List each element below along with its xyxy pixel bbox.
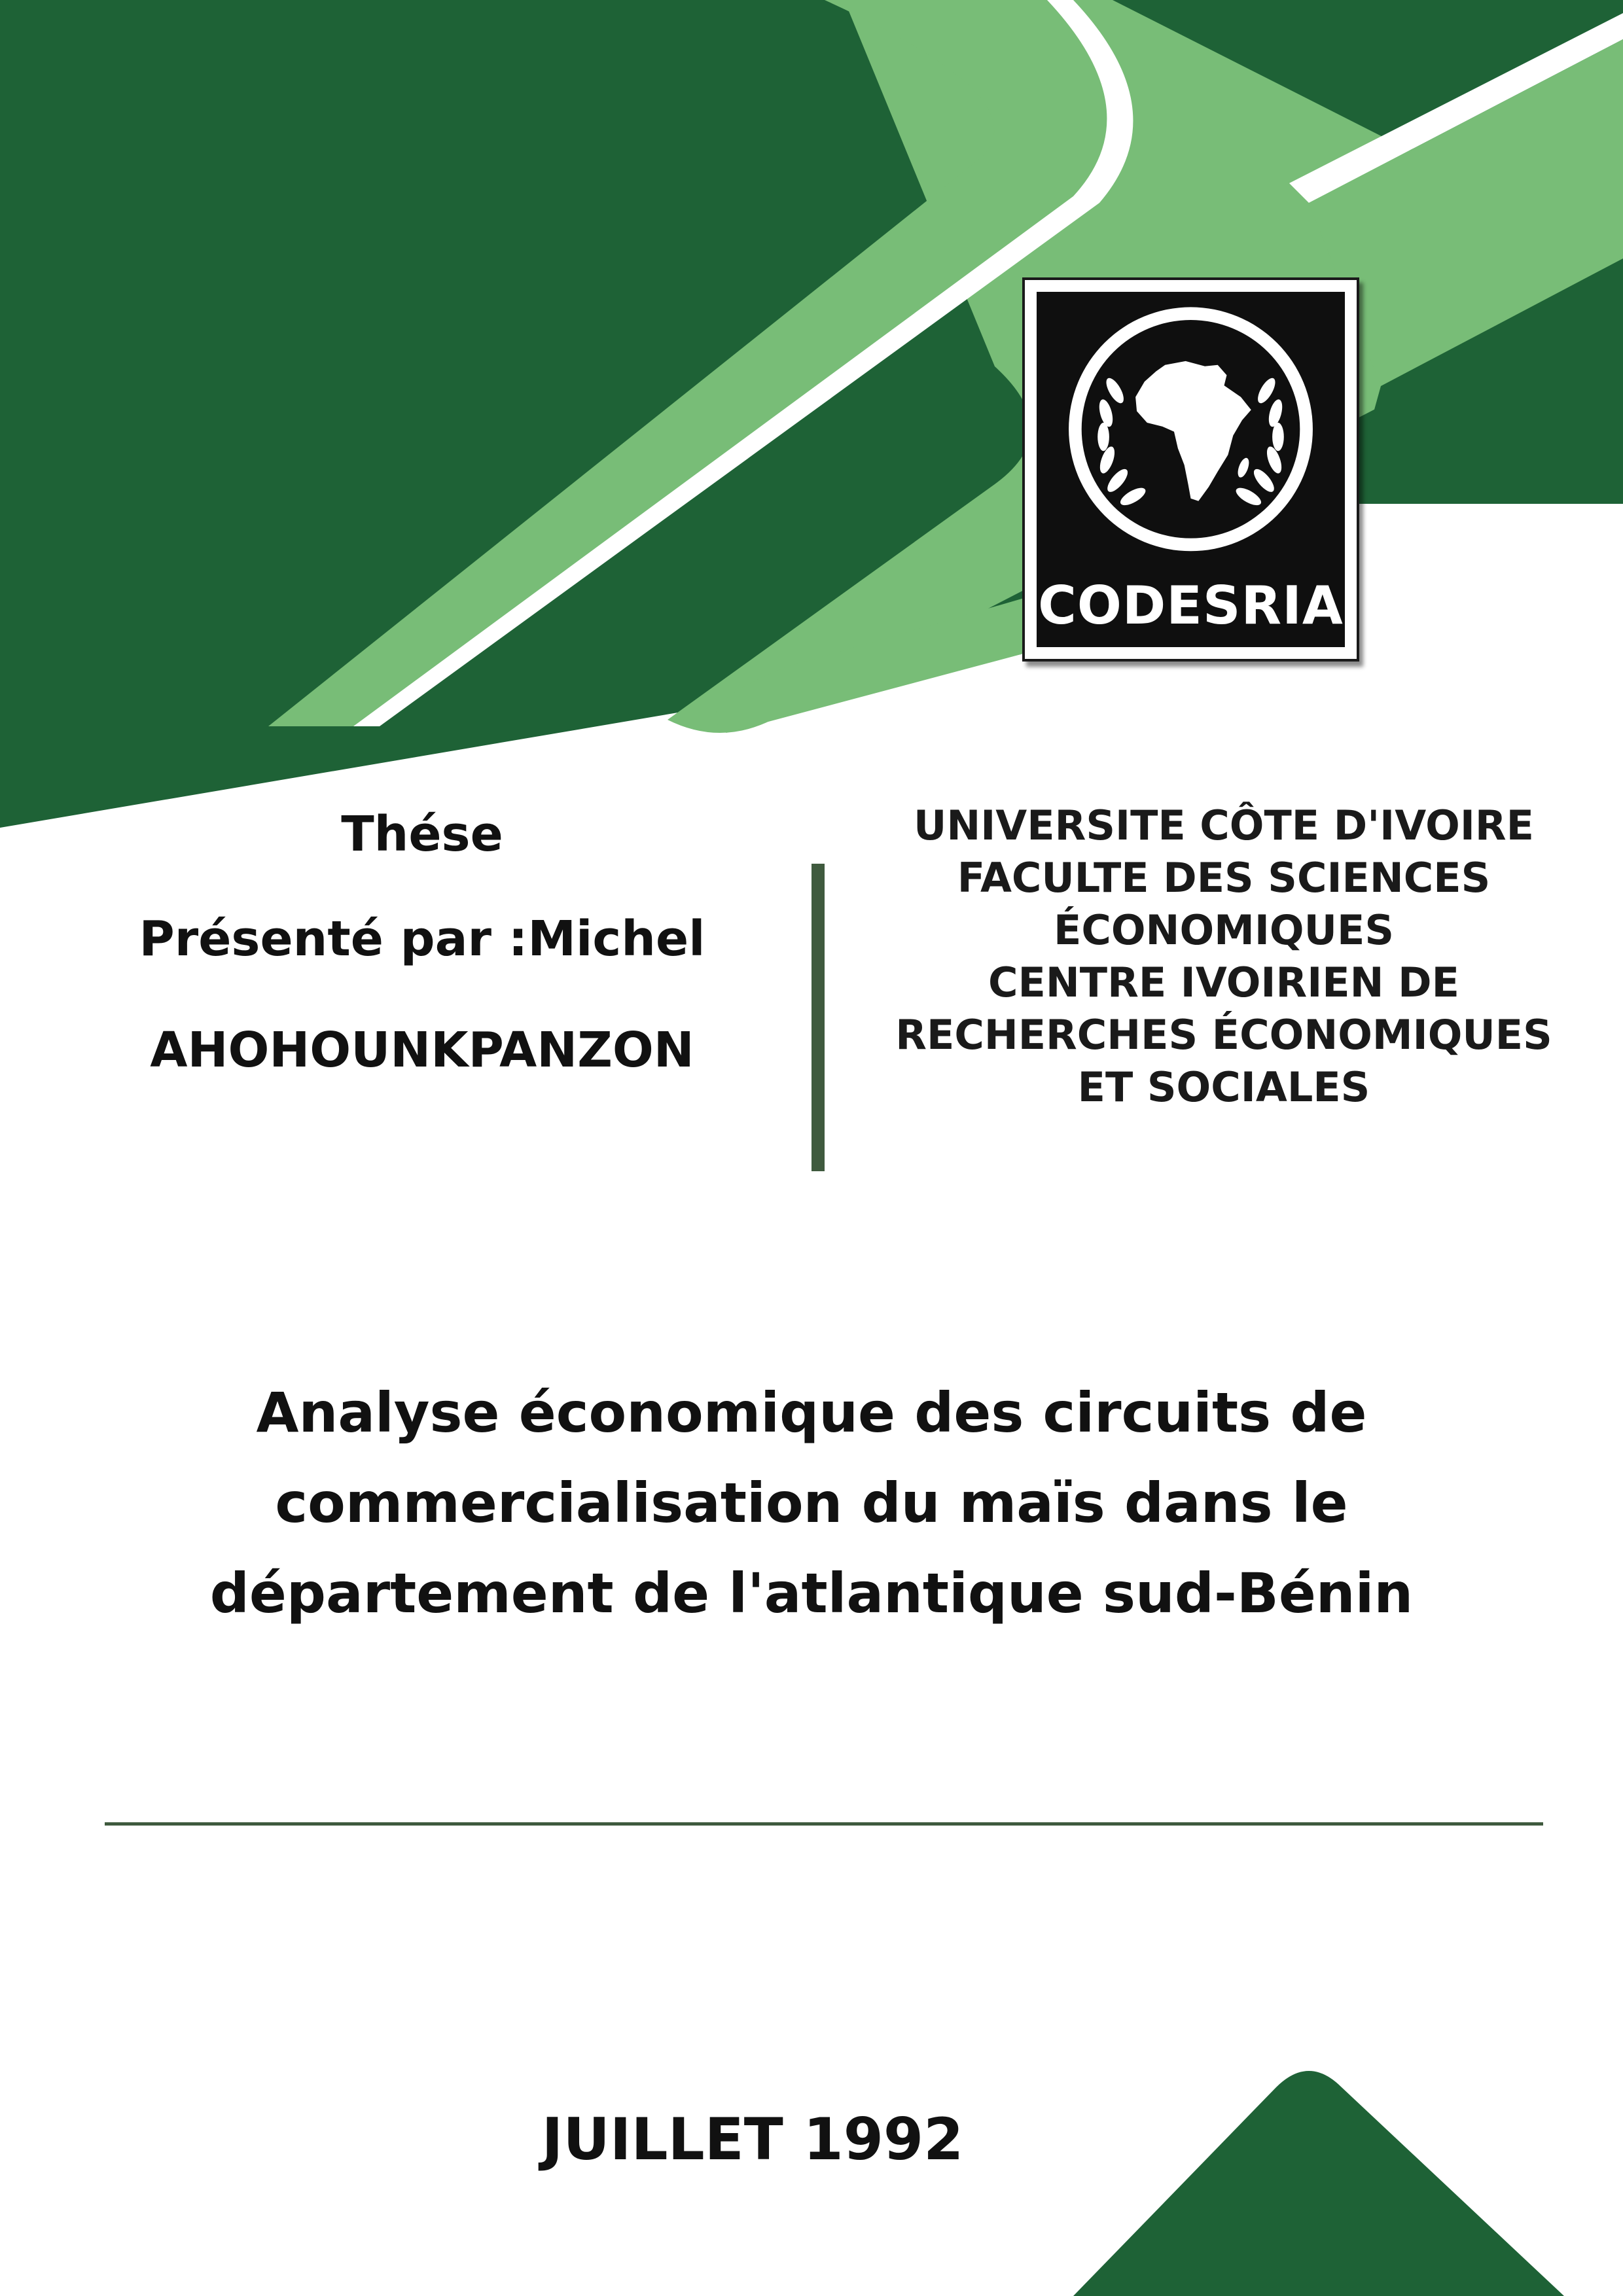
- author-name: AHOHOUNKPANZON: [150, 1022, 694, 1078]
- thesis-title-line: Analyse économique des circuits de: [256, 1381, 1367, 1445]
- corner-dark-green-triangle: [1073, 2071, 1564, 2296]
- thesis-title-line: commercialisation du maïs dans le: [275, 1471, 1348, 1535]
- institution-line: UNIVERSITE CÔTE D'IVOIRE: [913, 802, 1535, 849]
- institution-line: ET SOCIALES: [1077, 1063, 1370, 1111]
- thesis-title-line: département de l'atlantique sud-Bénin: [209, 1561, 1414, 1625]
- logo-inner-panel: [1037, 292, 1345, 647]
- date-label: JUILLET 1992: [541, 2106, 964, 2173]
- codesria-logo: [1022, 277, 1359, 662]
- top-banner-decoration: [0, 0, 1623, 831]
- logo-text: CODESRIA: [1038, 575, 1344, 636]
- bottom-corner-decoration: [0, 2061, 1623, 2296]
- horizontal-divider: [105, 1822, 1543, 1826]
- institution-line: CENTRE IVOIRIEN DE: [988, 959, 1459, 1006]
- thesis-title: [98, 1368, 1525, 1638]
- africa-laurel-emblem-icon: [1037, 292, 1345, 557]
- vertical-divider: [812, 864, 825, 1171]
- institution-line: ÉCONOMIQUES: [1054, 906, 1394, 954]
- institution-line: RECHERCHES ÉCONOMIQUES: [895, 1011, 1552, 1059]
- institution-line: FACULTE DES SCIENCES: [957, 854, 1491, 902]
- presented-by-label: Présenté par :Michel: [139, 911, 705, 967]
- these-label: Thése: [341, 806, 503, 862]
- institution-block: [844, 800, 1603, 1114]
